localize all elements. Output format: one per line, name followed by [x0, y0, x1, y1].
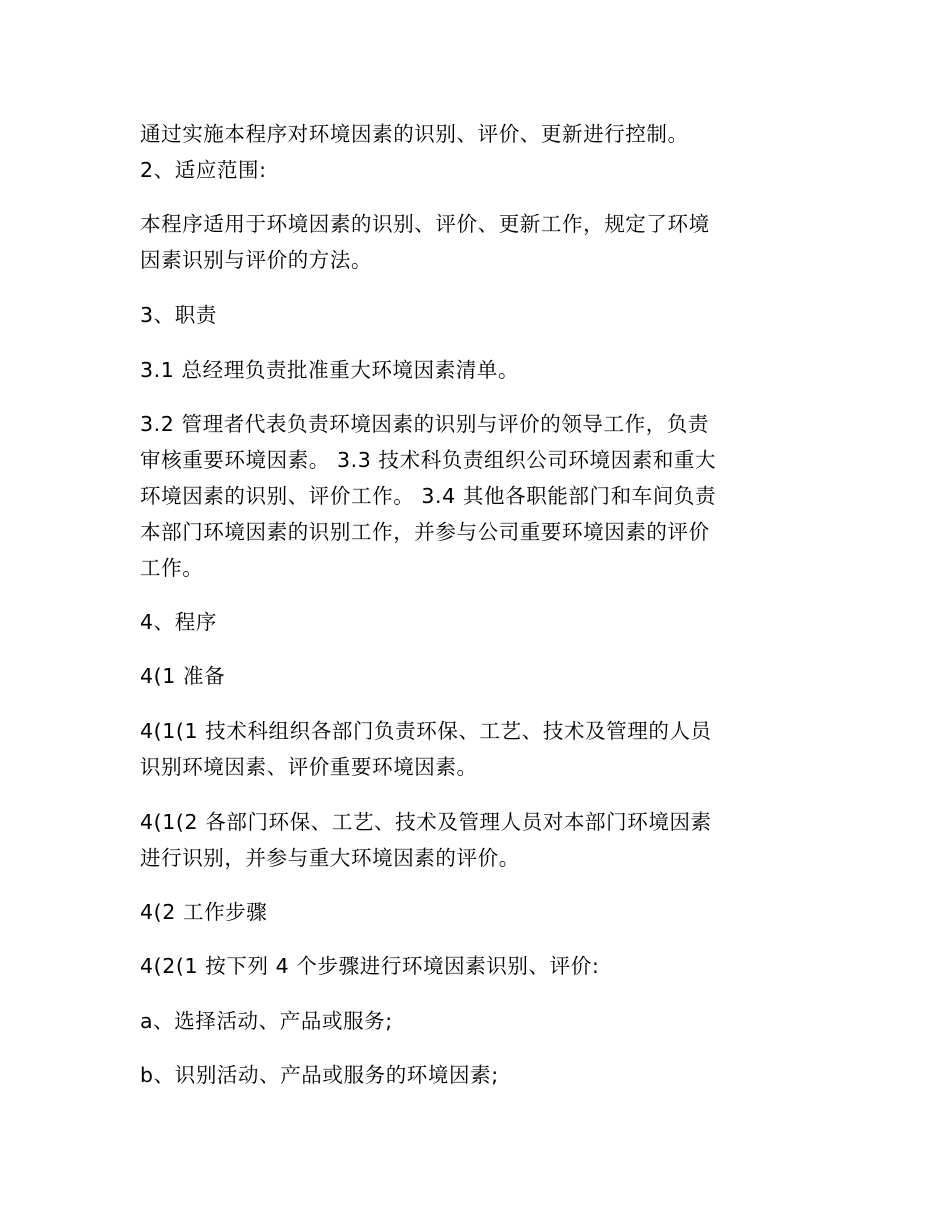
list-item: a、选择活动、产品或服务;: [140, 1009, 393, 1033]
subsection-heading-preparation: 4(1 准备: [140, 664, 226, 688]
text-line: 通过实施本程序对环境因素的识别、评价、更新进行控制。: [140, 122, 689, 146]
text-line: 3.2 管理者代表负责环境因素的识别与评价的领导工作，负责: [140, 412, 710, 436]
list-item: b、识别活动、产品或服务的环境因素;: [140, 1063, 499, 1087]
text-line: 4(1(1 技术科组织各部门负责环保、工艺、技术及管理的人员: [140, 719, 712, 743]
subsection-heading-steps: 4(2 工作步骤: [140, 900, 268, 924]
text-line: 本程序适用于环境因素的识别、评价、更新工作，规定了环境: [140, 212, 710, 236]
section-heading-scope: 2、适应范围:: [140, 158, 267, 182]
text-line: 进行识别，并参与重大环境因素的评价。: [140, 846, 520, 870]
section-heading-duties: 3、职责: [140, 303, 217, 327]
text-line: 3.1 总经理负责批准重大环境因素清单。: [140, 358, 520, 382]
text-line: 环境因素的识别、评价工作。 3.4 其他各职能部门和车间负责: [140, 484, 717, 508]
text-line: 因素识别与评价的方法。: [140, 248, 373, 272]
text-line: 审核重要环境因素。 3.3 技术科负责组织公司环境因素和重大: [140, 448, 717, 472]
text-line: 工作。: [140, 556, 204, 580]
document-page: [140, 0, 805, 1230]
section-heading-procedure: 4、程序: [140, 610, 217, 634]
text-line: 本部门环境因素的识别工作，并参与公司重要环境因素的评价: [140, 520, 710, 544]
text-line: 4(2(1 按下列 4 个步骤进行环境因素识别、评价:: [140, 954, 600, 978]
text-line: 4(1(2 各部门环保、工艺、技术及管理人员对本部门环境因素: [140, 810, 712, 834]
text-line: 识别环境因素、评价重要环境因素。: [140, 755, 478, 779]
